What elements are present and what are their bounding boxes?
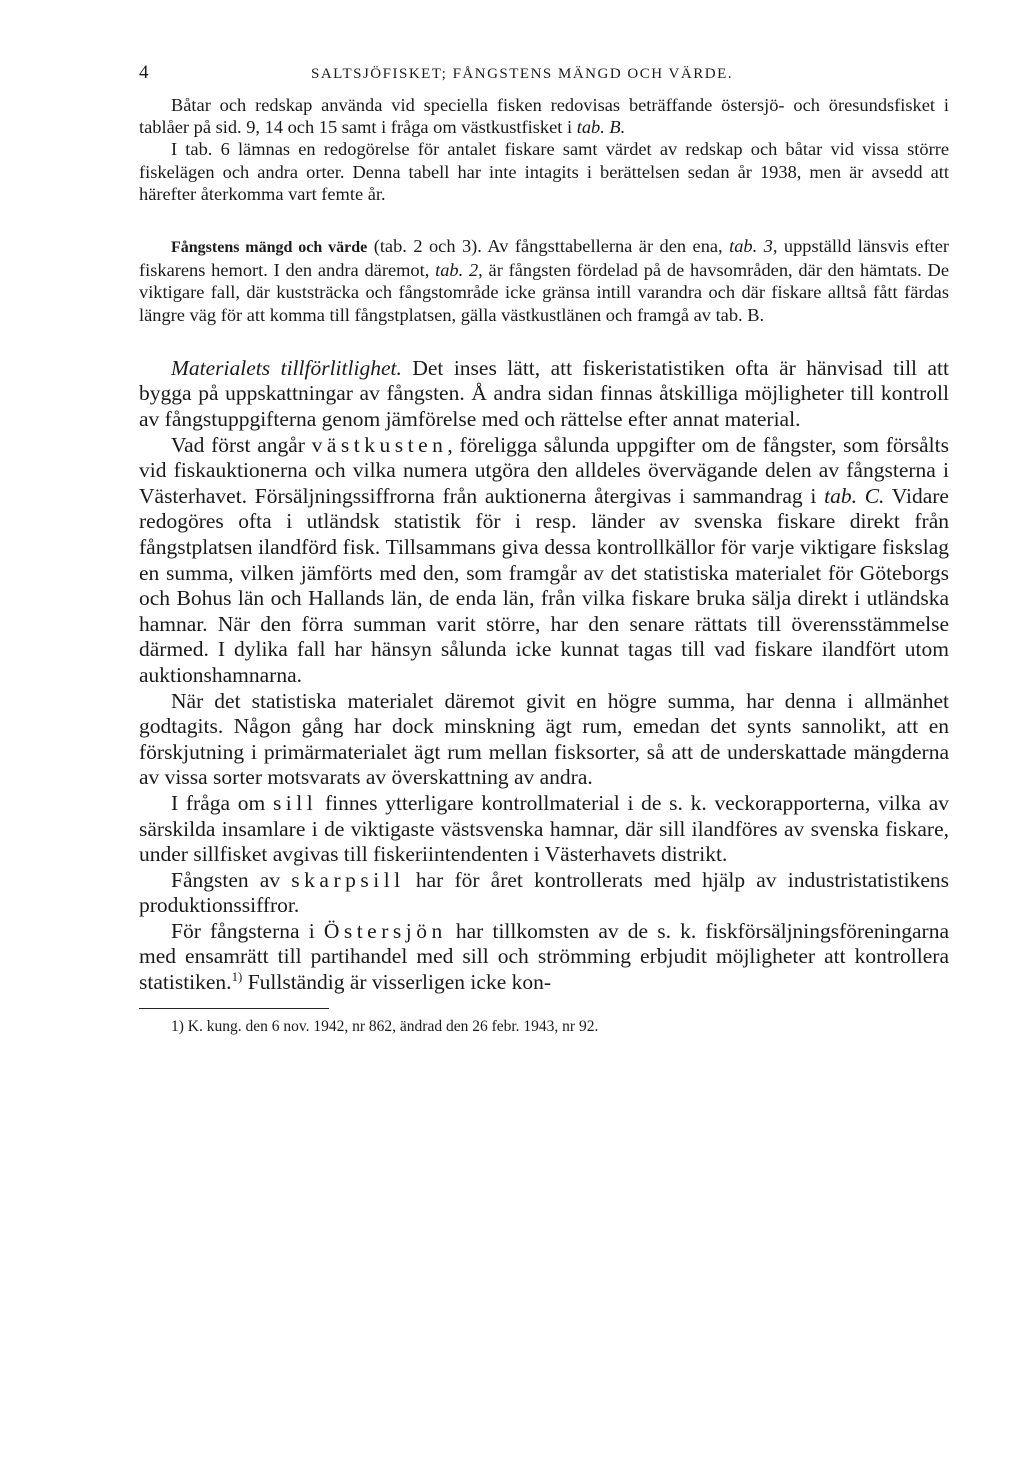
text: har för året kontrollerats med hjälp av industristatistikens produktionssiffror. [139, 867, 949, 918]
paragraph-boats-2: I tab. 6 lämnas en redogörelse för antalet fiskare samt värdet av redskap och båtar vid vissa större fiskelägen och andra orter. Denna tabell har inte intagits i berättelsen sedan år 1938, men är avsedd att härefter återkomma vart femte år. [139, 139, 949, 204]
emphasis: västkusten [311, 432, 448, 457]
table-reference: tab. 3, [729, 236, 778, 257]
paragraph-reliability-3: När det statistiska materialet däremot givit en högre summa, har denna i allmänhet godtagits. Någon gång har dock minskning ägt rum, emedan det synts sannolikt, att en förskjutning i primärmaterialet ägt rum mellan fisksorter, så att de underskattade mängderna av vissa sorter motsvarats av överskattning av andra. [139, 688, 949, 790]
text: Vad först angår [171, 432, 312, 457]
emphasis: skarpsill [291, 867, 405, 892]
text: har tillkomsten av de s. k. fiskförsäljningsföreningarna med ensamrätt till partihandel med sill och strömming erbjudit möjligheter att kontrollera statistiken. [139, 918, 949, 995]
paragraph-quantity [139, 235, 949, 326]
text: finnes ytterligare kontrollmaterial i de s. k. veckorapporterna, vilka av särskilda insamlare i de viktigaste västsvenska hamnar, där sill ilandföres av svenska fiskare, under sillfisket avgivas till fiskeriintendenten i Västerhavets distrikt. [139, 790, 949, 867]
text: Fångsten av [171, 867, 292, 892]
paragraph-reliability-1 [139, 356, 949, 433]
table-reference: tab. B. [576, 117, 626, 138]
footnote-number: 1) [171, 1017, 184, 1035]
paragraph-boats-1 [139, 94, 949, 138]
text: (tab. 2 och 3). Av fångsttabellerna är den ena, [367, 236, 730, 257]
footnote-text: K. kung. den 6 nov. 1942, nr 862, ändrad den 26 febr. 1943, nr 92. [183, 1017, 599, 1035]
table-reference: tab. C. [824, 483, 885, 508]
emphasis: sill [272, 790, 318, 815]
paragraph-reliability-5 [139, 868, 949, 919]
text: , föreligga sålunda uppgifter om de fångster, som försålts vid fiskauktionerna och vilka numera utgöra den alldeles övervägande delen av fångsterna i Västerhavet. Försäljningssiffrorna från auktionerna återgivas i sammandrag i [139, 432, 949, 508]
document-page [139, 62, 949, 1037]
text: Fullständig är visserligen icke kon- [242, 970, 552, 995]
running-title: SALTSJÖFISKET; FÅNGSTENS MÄNGD OCH VÄRDE. [311, 66, 733, 82]
text: Det inses lätt, att fiskeristatistiken ofta är hänvisad till att bygga på uppskattningar av fångsten. Å andra sidan finnas åtskilliga möjligheter till kontroll av fångstuppgifterna genom jämförelse med och rättelse efter annat material. [139, 355, 949, 432]
text: För fångsterna i [171, 918, 324, 943]
paragraph-reliability-4 [139, 791, 949, 868]
emphasis: Östersjön [323, 918, 447, 943]
text: uppställd länsvis efter fiskarens hemort. I den andra däremot, [139, 236, 949, 281]
table-reference: tab. 2, [435, 260, 483, 281]
text: I fråga om [171, 790, 273, 815]
footnote-marker: 1) [231, 969, 243, 984]
page-number: 4 [139, 62, 149, 83]
footnote [139, 1017, 949, 1037]
text: är fångsten fördelad på de havsområden, där den hämtats. De viktigare fall, där kuststräcka och fångstområde icke gränsa intill varandra och där fiskare alltså fått färdas längre väg för att komma till fångstplatsen, gälla västkustlänen och framgå av tab. B. [139, 260, 949, 325]
text: Vidare redogöres ofta i utländsk statistik för i resp. länder av svenska fiskare direkt från fångstplatsen ilandförd fisk. Tillsammans giva dessa kontrollkällor för varje viktigare fiskslag en summa, vilken jämförts med den, som framgår av det statistiska materialet för Göteborgs och Bohus län och Hallands län, de enda län, från vilka fiskare bruka sälja direkt i utländska hamnar. När den förra summan varit större, har den senare rättats till överensstämmelse därmed. I dylika fall har hänsyn sålunda icke kunnat tagas till vad fiskare ilandfört utom auktionshamnarna. [139, 483, 949, 687]
text: Båtar och redskap använda vid speciella fisken redovisas beträffande östersjö- och öresundsfisket i tablåer på sid. 9, 14 och 15 samt i fråga om västkustfisket i [139, 95, 949, 138]
paragraph-reliability-6 [139, 919, 949, 996]
section-heading-quantity: Fångstens mängd och värde [171, 239, 368, 257]
paragraph-reliability-2 [139, 433, 949, 689]
footnote-divider [139, 1008, 329, 1009]
section-heading-reliability: Materialets tillförlitlighet. [171, 355, 402, 380]
running-header [139, 62, 949, 94]
